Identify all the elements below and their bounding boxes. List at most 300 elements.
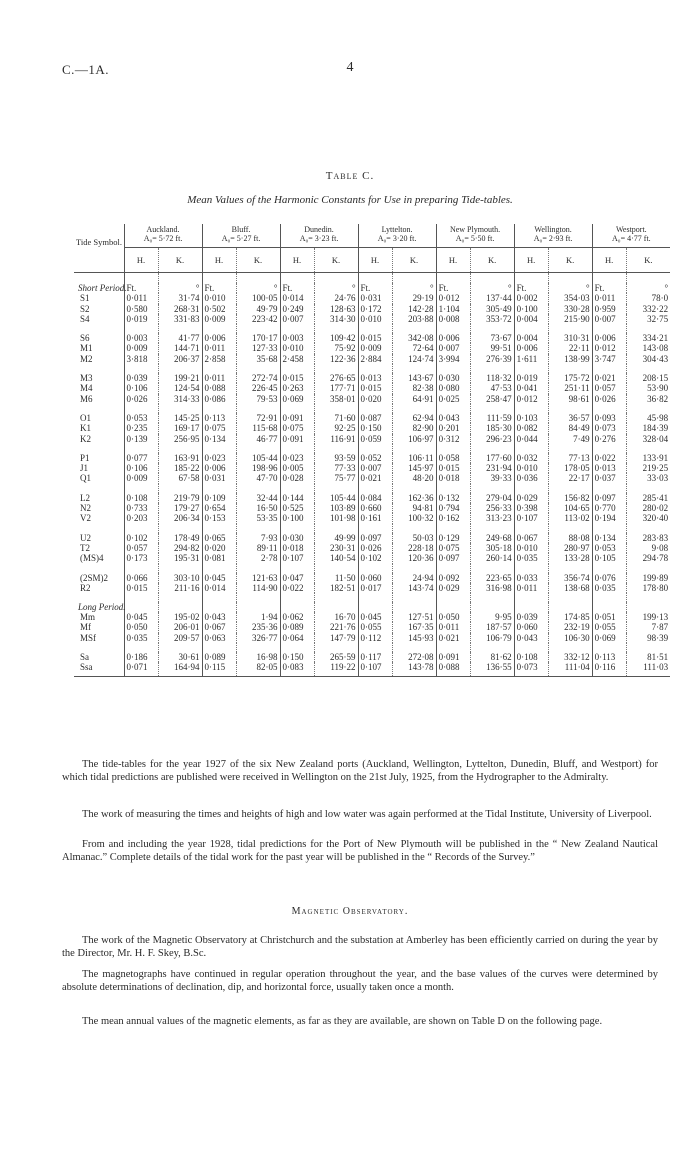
h-value: 0·172 <box>358 304 392 314</box>
k-value: 105·44 <box>314 493 358 503</box>
table-row <box>74 493 670 503</box>
h-value: 0·020 <box>358 394 392 404</box>
k-value: 115·68 <box>236 423 280 433</box>
k-value: 162·36 <box>392 493 436 503</box>
k-value: 272·74 <box>236 373 280 383</box>
k-value: 174·85 <box>548 612 592 622</box>
k-value: 24·76 <box>314 293 358 303</box>
k-value: 22·17 <box>548 473 592 483</box>
unit-label: Ft. <box>124 283 158 293</box>
unit-label: Ft. <box>202 283 236 293</box>
h-value: 0·075 <box>280 423 314 433</box>
h-value: 0·005 <box>280 463 314 473</box>
h-value: 0·100 <box>514 304 548 314</box>
h-value: 0·203 <box>124 513 158 523</box>
h-value: 0·009 <box>358 343 392 353</box>
h-value: 0·022 <box>280 583 314 593</box>
k-value: 9·08 <box>626 543 670 553</box>
h-value: 0·525 <box>280 503 314 513</box>
unit-label: Ft. <box>514 283 548 293</box>
h-value: 0·004 <box>514 333 548 343</box>
tide-symbol: Mf <box>80 622 91 633</box>
h-value: 0·021 <box>436 633 470 643</box>
k-value: 98·39 <box>626 633 670 643</box>
tide-symbol: K2 <box>80 433 91 444</box>
section-label: Long Period. <box>78 602 126 613</box>
tide-symbol: L2 <box>80 492 90 503</box>
h-value: 0·028 <box>280 473 314 483</box>
table-row <box>74 293 670 303</box>
h-value: 0·103 <box>514 413 548 423</box>
port-name: Bluff. <box>231 225 251 234</box>
tide-symbol: R2 <box>80 582 91 593</box>
k-column-header: K. <box>158 248 202 273</box>
h-value: 0·733 <box>124 503 158 513</box>
k-value: 36·57 <box>548 413 592 423</box>
k-value: 11·50 <box>314 573 358 583</box>
k-value: 221·76 <box>314 622 358 632</box>
section-heading: Magnetic Observatory. <box>291 906 409 917</box>
k-value: 178·49 <box>158 533 202 543</box>
h-value: 0·011 <box>202 373 236 383</box>
h-value: 0·037 <box>592 473 626 483</box>
table-row <box>74 413 670 423</box>
k-value: 232·19 <box>548 622 592 632</box>
h-column-header: H. <box>124 248 158 273</box>
h-value: 0·007 <box>358 463 392 473</box>
port-datum: A₀= 3·23 ft. <box>299 234 339 243</box>
k-value: 137·44 <box>470 293 514 303</box>
k-value: 215·90 <box>548 314 592 324</box>
k-value: 228·18 <box>392 543 436 553</box>
harmonic-constants-table <box>74 224 670 677</box>
h-column-header: H. <box>592 248 626 273</box>
section-label: Short Period. <box>78 283 127 294</box>
k-value: 145·93 <box>392 633 436 643</box>
h-value: 0·654 <box>202 503 236 513</box>
port-header-row <box>74 224 670 248</box>
k-value: 81·62 <box>470 652 514 662</box>
k-value: 72·91 <box>236 413 280 423</box>
table-row <box>74 304 670 314</box>
h-value: 0·011 <box>202 343 236 353</box>
h-value: 0·053 <box>124 413 158 423</box>
h-value: 0·086 <box>202 394 236 404</box>
h-value: 0·091 <box>436 652 470 662</box>
h-value: 0·012 <box>592 343 626 353</box>
table-row <box>74 662 670 676</box>
k-column-header: K. <box>236 248 280 273</box>
port-datum: A₀= 5·72 ft. <box>143 234 183 243</box>
h-value: 0·102 <box>124 533 158 543</box>
k-value: 356·74 <box>548 573 592 583</box>
k-value: 219·79 <box>158 493 202 503</box>
k-value: 106·97 <box>392 434 436 444</box>
h-value: 0·055 <box>592 622 626 632</box>
table-row <box>74 434 670 444</box>
k-value: 32·44 <box>236 493 280 503</box>
tide-symbol-header: Tide Symbol. <box>76 237 122 248</box>
section-label-row <box>74 602 670 612</box>
k-value: 280·02 <box>626 503 670 513</box>
k-value: 16·50 <box>236 503 280 513</box>
k-value: 7·87 <box>626 622 670 632</box>
k-value: 71·60 <box>314 413 358 423</box>
h-value: 0·022 <box>592 453 626 463</box>
h-value: 0·091 <box>280 434 314 444</box>
k-value: 303·10 <box>158 573 202 583</box>
h-value: 0·030 <box>280 533 314 543</box>
h-value: 0·091 <box>280 413 314 423</box>
k-value: 29·19 <box>392 293 436 303</box>
h-value: 0·006 <box>592 333 626 343</box>
port-header <box>358 224 436 248</box>
table-row <box>74 612 670 622</box>
h-value: 0·006 <box>202 463 236 473</box>
k-column-header: K. <box>626 248 670 273</box>
port-datum: A₀= 5·27 ft. <box>221 234 261 243</box>
k-value: 121·63 <box>236 573 280 583</box>
h-value: 0·100 <box>280 513 314 523</box>
running-header: C.—1A. <box>62 62 110 77</box>
k-value: 81·51 <box>626 652 670 662</box>
tide-symbol: (2SM)2 <box>80 572 109 583</box>
k-value: 122·36 <box>314 354 358 364</box>
h-value: 0·064 <box>280 633 314 643</box>
page-number: 4 <box>346 60 354 75</box>
h-value: 0·075 <box>436 543 470 553</box>
h-value: 0·015 <box>124 583 158 593</box>
h-value: 0·081 <box>202 553 236 563</box>
h-value: 0·092 <box>436 573 470 583</box>
k-value: 280·97 <box>548 543 592 553</box>
h-value: 0·043 <box>436 413 470 423</box>
paragraph: The work of measuring the times and heights of high and low water was again performed at the Tidal Institute, University of Liverpool. <box>82 809 652 820</box>
h-column-header: H. <box>514 248 548 273</box>
k-value: 78·0 <box>626 293 670 303</box>
h-value: 0·036 <box>514 473 548 483</box>
port-header <box>124 224 202 248</box>
k-value: 178·80 <box>626 583 670 593</box>
k-value: 79·53 <box>236 394 280 404</box>
h-value: 0·134 <box>592 533 626 543</box>
h-value: 0·029 <box>436 583 470 593</box>
k-value: 32·75 <box>626 314 670 324</box>
k-value: 49·99 <box>314 533 358 543</box>
h-value: 0·045 <box>124 612 158 622</box>
h-value: 0·009 <box>124 343 158 353</box>
unit-label: ° <box>392 283 436 293</box>
unit-label: ° <box>236 283 280 293</box>
k-value: 100·05 <box>236 293 280 303</box>
paragraph: The work of the Magnetic Observatory at Christchurch and the substation at Amberley has been efficiently carried on during the year by the Director, Mr. H. F. Skey, B.Sc. <box>62 935 658 959</box>
k-value: 98·61 <box>548 394 592 404</box>
h-column-header: H. <box>436 248 470 273</box>
h-value: 0·031 <box>358 293 392 303</box>
k-value: 82·05 <box>236 662 280 676</box>
h-value: 0·080 <box>436 383 470 393</box>
tide-symbol: M3 <box>80 373 93 384</box>
k-value: 53·90 <box>626 383 670 393</box>
k-value: 114·90 <box>236 583 280 593</box>
k-value: 320·40 <box>626 513 670 523</box>
k-value: 133·28 <box>548 553 592 563</box>
k-value: 143·74 <box>392 583 436 593</box>
k-value: 127·33 <box>236 343 280 353</box>
h-value: 0·050 <box>124 622 158 632</box>
h-value: 0·045 <box>202 573 236 583</box>
k-value: 310·31 <box>548 333 592 343</box>
h-value: 0·959 <box>592 304 626 314</box>
tide-symbol: O1 <box>80 412 91 423</box>
h-value: 0·276 <box>592 434 626 444</box>
h-value: 0·502 <box>202 304 236 314</box>
h-value: 0·108 <box>124 493 158 503</box>
h-value: 0·112 <box>358 633 392 643</box>
table-row <box>74 622 670 632</box>
h-value: 0·050 <box>436 612 470 622</box>
k-value: 64·91 <box>392 394 436 404</box>
k-value: 7·93 <box>236 533 280 543</box>
tide-symbol: M6 <box>80 393 93 404</box>
k-value: 127·51 <box>392 612 436 622</box>
h-value: 0·097 <box>358 533 392 543</box>
k-value: 208·15 <box>626 373 670 383</box>
h-value: 0·015 <box>358 333 392 343</box>
k-value: 111·59 <box>470 413 514 423</box>
h-value: 0·084 <box>358 493 392 503</box>
k-value: 144·71 <box>158 343 202 353</box>
port-datum: A₀= 3·20 ft. <box>377 234 417 243</box>
h-value: 0·010 <box>514 463 548 473</box>
table-row <box>74 652 670 662</box>
h-value: 0·073 <box>514 662 548 676</box>
tide-symbol: (MS)4 <box>80 553 104 564</box>
k-value: 143·08 <box>626 343 670 353</box>
port-name: Lyttelton. <box>381 225 413 234</box>
h-value: 0·003 <box>124 333 158 343</box>
h-value: 0·153 <box>202 513 236 523</box>
h-value: 0·077 <box>124 453 158 463</box>
table-row <box>74 543 670 553</box>
k-value: 116·91 <box>314 434 358 444</box>
port-datum: A₀= 5·50 ft. <box>455 234 495 243</box>
k-value: 41·77 <box>158 333 202 343</box>
h-value: 0·053 <box>592 543 626 553</box>
table-row <box>74 463 670 473</box>
h-value: 0·235 <box>124 423 158 433</box>
k-value: 45·98 <box>626 413 670 423</box>
unit-label: Ft. <box>592 283 626 293</box>
k-value: 167·35 <box>392 622 436 632</box>
k-value: 235·36 <box>236 622 280 632</box>
paragraph: From and including the year 1928, tidal predictions for the Port of New Plymouth will be published in the “ New Zealand Nautical Almanac.” Complete details of the tidal work for the past year will be published in the “ Records of the Survey.” <box>62 839 658 863</box>
k-value: 142·28 <box>392 304 436 314</box>
k-value: 9·95 <box>470 612 514 622</box>
h-value: 0·087 <box>358 413 392 423</box>
k-value: 296·23 <box>470 434 514 444</box>
port-header <box>202 224 280 248</box>
h-column-header: H. <box>358 248 392 273</box>
k-value: 82·38 <box>392 383 436 393</box>
tide-symbol: S6 <box>80 333 90 344</box>
h-value: 0·014 <box>202 583 236 593</box>
k-value: 143·78 <box>392 662 436 676</box>
k-value: 22·11 <box>548 343 592 353</box>
k-value: 187·57 <box>470 622 514 632</box>
k-value: 73·67 <box>470 333 514 343</box>
paragraph: The mean annual values of the magnetic elements, as far as they are available, are shown on Table D on the following page. <box>82 1016 603 1027</box>
table-title: Table C. <box>325 170 375 182</box>
k-value: 199·13 <box>626 612 670 622</box>
k-value: 179·27 <box>158 503 202 513</box>
table-row <box>74 314 670 324</box>
k-value: 35·68 <box>236 354 280 364</box>
k-value: 106·79 <box>470 633 514 643</box>
k-value: 33·03 <box>626 473 670 483</box>
k-value: 111·04 <box>548 662 592 676</box>
h-value: 0·249 <box>280 304 314 314</box>
table-row <box>74 503 670 513</box>
h-value: 0·045 <box>358 612 392 622</box>
tide-symbol: U2 <box>80 532 91 543</box>
h-value: 0·194 <box>592 513 626 523</box>
table-row <box>74 453 670 463</box>
h-value: 0·010 <box>514 543 548 553</box>
h-value: 0·162 <box>436 513 470 523</box>
k-value: 106·30 <box>548 633 592 643</box>
h-value: 0·015 <box>280 373 314 383</box>
k-value: 326·77 <box>236 633 280 643</box>
h-value: 0·150 <box>358 423 392 433</box>
k-value: 283·83 <box>626 533 670 543</box>
tide-symbol: P1 <box>80 452 90 463</box>
k-column-header: K. <box>314 248 358 273</box>
k-value: 203·88 <box>392 314 436 324</box>
h-column-header: H. <box>202 248 236 273</box>
tide-symbol: V2 <box>80 513 91 524</box>
h-value: 0·020 <box>202 543 236 553</box>
h-value: 0·058 <box>436 453 470 463</box>
k-value: 111·03 <box>626 662 670 676</box>
h-value: 0·044 <box>514 434 548 444</box>
h-value: 0·144 <box>280 493 314 503</box>
k-value: 16·70 <box>314 612 358 622</box>
h-value: 0·116 <box>592 662 626 676</box>
table-body <box>74 273 670 677</box>
k-value: 256·95 <box>158 434 202 444</box>
h-value: 0·106 <box>124 463 158 473</box>
k-value: 294·82 <box>158 543 202 553</box>
table-row <box>74 343 670 353</box>
h-value: 0·076 <box>592 573 626 583</box>
h-value: 0·107 <box>280 553 314 563</box>
h-value: 0·161 <box>358 513 392 523</box>
k-value: 136·55 <box>470 662 514 676</box>
h-value: 0·062 <box>280 612 314 622</box>
h-value: 0·088 <box>202 383 236 393</box>
h-value: 3·994 <box>436 354 470 364</box>
h-value: 0·052 <box>358 453 392 463</box>
k-value: 92·25 <box>314 423 358 433</box>
tide-symbol: Mm <box>80 612 96 623</box>
h-value: 0·113 <box>202 413 236 423</box>
h-value: 0·035 <box>124 633 158 643</box>
k-value: 48·20 <box>392 473 436 483</box>
h-value: 0·047 <box>280 573 314 583</box>
h-value: 0·055 <box>358 622 392 632</box>
table-row <box>74 583 670 593</box>
unit-label: Ft. <box>280 283 314 293</box>
k-value: 211·16 <box>158 583 202 593</box>
h-value: 0·186 <box>124 652 158 662</box>
h-value: 2·458 <box>280 354 314 364</box>
table-row <box>74 333 670 343</box>
table-row <box>74 513 670 523</box>
k-value: 231·94 <box>470 463 514 473</box>
k-column-header: K. <box>470 248 514 273</box>
k-value: 332·12 <box>548 652 592 662</box>
tide-symbol: Q1 <box>80 473 91 484</box>
k-value: 138·99 <box>548 354 592 364</box>
h-value: 0·018 <box>436 473 470 483</box>
h-value: 0·088 <box>436 662 470 676</box>
k-value: 105·44 <box>236 453 280 463</box>
k-value: 156·82 <box>548 493 592 503</box>
port-header <box>592 224 670 248</box>
h-value: 0·009 <box>202 314 236 324</box>
tide-symbol: Sa <box>80 652 89 663</box>
k-value: 230·31 <box>314 543 358 553</box>
h-value: 0·015 <box>436 463 470 473</box>
port-header <box>436 224 514 248</box>
h-value: 0·032 <box>514 453 548 463</box>
tide-symbol: M2 <box>80 353 93 364</box>
h-value: 0·082 <box>514 423 548 433</box>
k-value: 113·02 <box>548 513 592 523</box>
tide-symbol: M1 <box>80 343 93 354</box>
k-value: 206·01 <box>158 622 202 632</box>
k-value: 332·22 <box>626 304 670 314</box>
h-column-header: H. <box>280 248 314 273</box>
k-value: 182·51 <box>314 583 358 593</box>
h-value: 0·102 <box>358 553 392 563</box>
k-value: 279·04 <box>470 493 514 503</box>
k-value: 100·32 <box>392 513 436 523</box>
k-value: 195·31 <box>158 553 202 563</box>
k-value: 276·39 <box>470 354 514 364</box>
k-value: 209·57 <box>158 633 202 643</box>
port-name: Dunedin. <box>304 225 334 234</box>
h-value: 0·026 <box>124 394 158 404</box>
h-value: 0·010 <box>358 314 392 324</box>
h-value: 0·008 <box>436 314 470 324</box>
k-value: 185·30 <box>470 423 514 433</box>
k-value: 330·28 <box>548 304 592 314</box>
k-value: 47·70 <box>236 473 280 483</box>
h-value: 3·747 <box>592 354 626 364</box>
tide-symbol: N2 <box>80 503 91 514</box>
h-value: 0·093 <box>592 413 626 423</box>
k-value: 251·11 <box>548 383 592 393</box>
k-value: 313·23 <box>470 513 514 523</box>
h-value: 0·263 <box>280 383 314 393</box>
k-value: 99·51 <box>470 343 514 353</box>
paragraph: The tide-tables for the year 1927 of the six New Zealand ports (Auckland, Wellington, Lyttelton, Dunedin, Bluff, and Westport) for which tidal predictions are published were received in Wellington on the 21st July, 1925, from the Hydrographer to the Admiralty. <box>62 759 658 783</box>
k-value: 285·41 <box>626 493 670 503</box>
h-value: 0·039 <box>124 373 158 383</box>
h-value: 0·107 <box>514 513 548 523</box>
